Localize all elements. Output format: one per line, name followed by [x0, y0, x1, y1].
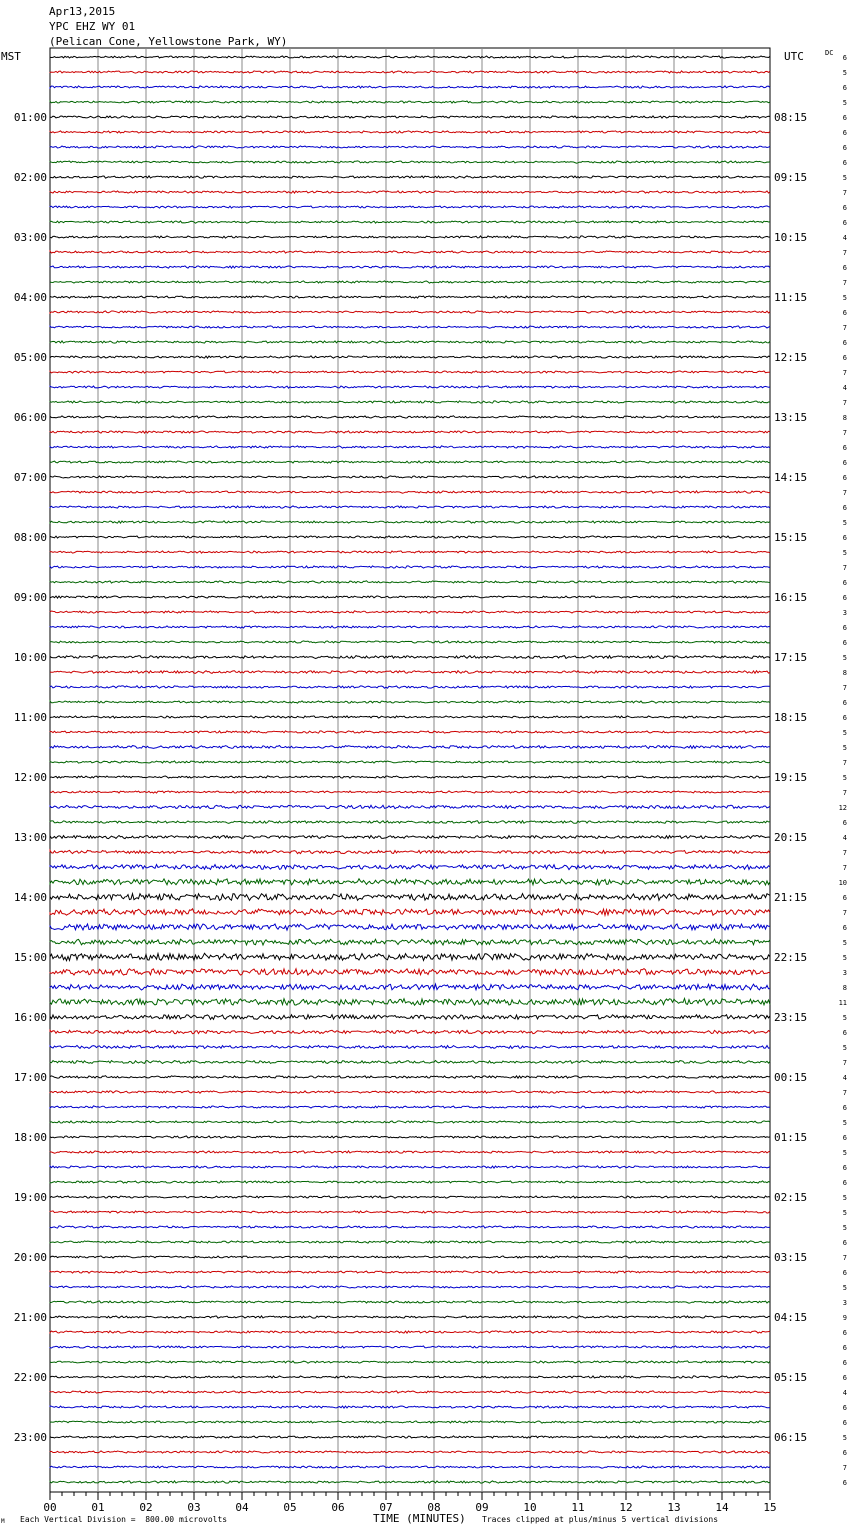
trace-line: [50, 1286, 770, 1288]
dc-offset-value: 7: [842, 1089, 847, 1097]
dc-offset-value: 3: [842, 969, 847, 977]
trace-group: [50, 56, 770, 1483]
right-hour-label: 05:15: [774, 1371, 808, 1384]
left-hour-label: 06:00: [13, 411, 47, 424]
trace-line: [50, 101, 770, 103]
trace-line: [50, 176, 770, 178]
left-hour-label: 04:00: [13, 291, 47, 304]
trace-line: [50, 879, 770, 885]
dc-offset-value: 5: [842, 1224, 847, 1232]
dc-offset-value: 6: [842, 159, 847, 167]
trace-line: [50, 296, 770, 298]
trace-line: [50, 206, 770, 208]
right-hour-label: 22:15: [774, 951, 808, 964]
dc-offset-value: 4: [842, 384, 847, 392]
trace-line: [50, 1436, 770, 1438]
left-hour-label: 20:00: [13, 1251, 47, 1264]
x-tick-label: 02: [139, 1501, 153, 1514]
station-location: (Pelican Cone, Yellowstone Park, WY): [49, 35, 288, 48]
trace-line: [50, 836, 770, 839]
dc-offset-value: 6: [842, 699, 847, 707]
trace-line: [50, 821, 770, 824]
right-hour-label: 18:15: [774, 711, 808, 724]
trace-line: [50, 1376, 770, 1378]
trace-line: [50, 761, 770, 763]
trace-line: [50, 686, 770, 689]
trace-line: [50, 611, 770, 613]
left-hour-label: 03:00: [13, 231, 47, 244]
dc-offset-value: 7: [842, 789, 847, 797]
x-tick-label: 03: [187, 1501, 201, 1514]
left-hour-label: 10:00: [13, 651, 47, 664]
x-axis: [43, 1492, 776, 1514]
dc-offset-value: 3: [842, 609, 847, 617]
trace-line: [50, 146, 770, 148]
trace-line: [50, 850, 770, 853]
trace-line: [50, 551, 770, 553]
x-tick-label: 08: [427, 1501, 441, 1514]
trace-line: [50, 984, 770, 990]
dc-offset-value: 6: [842, 714, 847, 722]
x-tick-label: 09: [475, 1501, 489, 1514]
dc-offset-value: 6: [842, 1164, 847, 1172]
right-hour-label: 06:15: [774, 1431, 808, 1444]
left-hour-label: 11:00: [13, 711, 47, 724]
trace-line: [50, 71, 770, 73]
trace-line: [50, 1121, 770, 1123]
left-hour-label: 17:00: [13, 1071, 47, 1084]
trace-line: [50, 461, 770, 463]
dc-offset-value: 6: [842, 129, 847, 137]
trace-line: [50, 894, 770, 901]
dc-offset-value: 7: [842, 1254, 847, 1262]
right-hour-label: 03:15: [774, 1251, 808, 1264]
trace-line: [50, 1030, 770, 1034]
dc-offset-value: 7: [842, 324, 847, 332]
x-tick-label: 10: [523, 1501, 537, 1514]
trace-line: [50, 1181, 770, 1183]
dc-offset-value: 7: [842, 249, 847, 257]
trace-line: [50, 326, 770, 328]
dc-offset-value: 5: [842, 1194, 847, 1202]
left-timezone-label: MST: [1, 50, 21, 63]
trace-line: [50, 656, 770, 659]
trace-line: [50, 266, 770, 268]
dc-offset-value: 5: [842, 1284, 847, 1292]
trace-line: [50, 1061, 770, 1064]
trace-line: [50, 671, 770, 674]
left-hour-label: 01:00: [13, 111, 47, 124]
trace-line: [50, 865, 770, 870]
plot-grid: [50, 48, 770, 1492]
trace-line: [50, 1271, 770, 1273]
trace-line: [50, 1466, 770, 1468]
dc-offset-value: 6: [842, 264, 847, 272]
trace-line: [50, 1406, 770, 1408]
trace-line: [50, 371, 770, 373]
dc-offset-header: DC: [825, 49, 834, 57]
trace-line: [50, 161, 770, 163]
dc-offset-value: 6: [842, 114, 847, 122]
trace-line: [50, 221, 770, 223]
left-hour-label: 18:00: [13, 1131, 47, 1144]
dc-offset-value: 6: [842, 924, 847, 932]
x-tick-label: 07: [379, 1501, 393, 1514]
trace-line: [50, 701, 770, 703]
dc-offset-value: 8: [842, 669, 847, 677]
plot-frame: [50, 48, 770, 1492]
trace-line: [50, 953, 770, 960]
dc-offset-value: 6: [842, 1179, 847, 1187]
trace-line: [50, 596, 770, 598]
trace-line: [50, 281, 770, 283]
dc-offset-value: 7: [842, 564, 847, 572]
trace-line: [50, 1481, 770, 1483]
x-tick-label: 06: [331, 1501, 345, 1514]
dc-offset-value: 6: [842, 594, 847, 602]
left-hour-label: 02:00: [13, 171, 47, 184]
dc-offset-value: 4: [842, 1389, 847, 1397]
trace-line: [50, 491, 770, 493]
trace-line: [50, 311, 770, 313]
dc-offset-value: 6: [842, 1344, 847, 1352]
dc-offset-value: 6: [842, 1269, 847, 1277]
left-hour-label: 13:00: [13, 831, 47, 844]
dc-offset-value: 6: [842, 219, 847, 227]
right-hour-label: 01:15: [774, 1131, 808, 1144]
dc-offset-value: 6: [842, 1104, 847, 1112]
dc-offset-value: 5: [842, 1014, 847, 1022]
left-hour-label: 19:00: [13, 1191, 47, 1204]
right-hour-label: 20:15: [774, 831, 808, 844]
left-hour-label: 21:00: [13, 1311, 47, 1324]
left-hour-label: 16:00: [13, 1011, 47, 1024]
dc-offset-value: 5: [842, 729, 847, 737]
dc-offset-value: 6: [842, 474, 847, 482]
trace-line: [50, 431, 770, 433]
dc-offset-value: 4: [842, 234, 847, 242]
right-timezone-label: UTC: [784, 50, 804, 63]
right-hour-label: 08:15: [774, 111, 808, 124]
trace-line: [50, 401, 770, 403]
dc-offset-value: 6: [842, 1029, 847, 1037]
trace-line: [50, 116, 770, 118]
right-hour-label: 00:15: [774, 1071, 808, 1084]
dc-offset-value: 7: [842, 849, 847, 857]
left-hour-label: 22:00: [13, 1371, 47, 1384]
dc-offset-value: 7: [842, 369, 847, 377]
dc-offset-value: 5: [842, 654, 847, 662]
right-hour-label: 12:15: [774, 351, 808, 364]
trace-line: [50, 1045, 770, 1048]
right-hour-label: 02:15: [774, 1191, 808, 1204]
dc-offset-value: 12: [838, 804, 847, 812]
trace-line: [50, 1316, 770, 1318]
left-hour-labels: [14, 111, 47, 1444]
dc-offset-value: 5: [842, 1209, 847, 1217]
plot-date: Apr13,2015: [49, 5, 116, 18]
trace-line: [50, 341, 770, 343]
trace-line: [50, 626, 770, 628]
x-axis-title: TIME (MINUTES): [373, 1512, 466, 1525]
dc-offset-value: 6: [842, 639, 847, 647]
trace-line: [50, 791, 770, 793]
trace-line: [50, 999, 770, 1006]
trace-line: [50, 746, 770, 749]
right-hour-label: 11:15: [774, 291, 808, 304]
dc-offset-value: 6: [842, 579, 847, 587]
dc-offset-value: 7: [842, 864, 847, 872]
clip-note: Traces clipped at plus/minus 5 vertical divisions: [482, 1515, 719, 1524]
dc-offset-value: 5: [842, 774, 847, 782]
right-hour-label: 17:15: [774, 651, 808, 664]
dc-offset-value: 5: [842, 174, 847, 182]
dc-offset-value: 6: [842, 54, 847, 62]
right-hour-label: 04:15: [774, 1311, 808, 1324]
dc-offset-value: 6: [842, 144, 847, 152]
dc-offset-value: 5: [842, 1119, 847, 1127]
dc-offset-value: 7: [842, 489, 847, 497]
dc-offset-value: 5: [842, 954, 847, 962]
trace-line: [50, 1091, 770, 1093]
dc-offset-value: 6: [842, 504, 847, 512]
dc-offset-value: 11: [838, 999, 847, 1007]
dc-offset-value: 6: [842, 1359, 847, 1367]
trace-line: [50, 1451, 770, 1453]
trace-line: [50, 521, 770, 523]
dc-offset-value: 5: [842, 939, 847, 947]
trace-line: [50, 1136, 770, 1138]
x-tick-label: 05: [283, 1501, 297, 1514]
dc-offset-value: 6: [842, 1134, 847, 1142]
left-hour-label: 09:00: [13, 591, 47, 604]
dc-offset-value: 5: [842, 1149, 847, 1157]
dc-offset-value: 6: [842, 1404, 847, 1412]
x-tick-label: 14: [715, 1501, 729, 1514]
corner-mark: M: [1, 1518, 5, 1525]
dc-offset-value: 10: [838, 879, 847, 887]
trace-line: [50, 805, 770, 809]
dc-offset-value: 5: [842, 549, 847, 557]
trace-line: [50, 641, 770, 643]
dc-offset-value: 7: [842, 759, 847, 767]
trace-line: [50, 56, 770, 58]
dc-offset-value: 6: [842, 819, 847, 827]
left-hour-label: 23:00: [13, 1431, 47, 1444]
dc-offset-value: 7: [842, 1464, 847, 1472]
dc-offset-value: 7: [842, 1059, 847, 1067]
dc-offset-value: 3: [842, 1299, 847, 1307]
dc-offset-value: 6: [842, 1479, 847, 1487]
trace-line: [50, 446, 770, 448]
trace-line: [50, 924, 770, 930]
left-hour-label: 12:00: [13, 771, 47, 784]
right-hour-label: 21:15: [774, 891, 808, 904]
dc-offset-value: 6: [842, 354, 847, 362]
right-hour-label: 19:15: [774, 771, 808, 784]
x-tick-label: 12: [619, 1501, 633, 1514]
right-hour-label: 23:15: [774, 1011, 808, 1024]
trace-line: [50, 1421, 770, 1423]
x-tick-label: 01: [91, 1501, 105, 1514]
dc-offset-value: 9: [842, 1314, 847, 1322]
dc-offset-value: 6: [842, 1329, 847, 1337]
dc-offset-value: 5: [842, 744, 847, 752]
left-hour-label: 15:00: [13, 951, 47, 964]
trace-line: [50, 1241, 770, 1243]
trace-line: [50, 386, 770, 388]
dc-offset-value: 7: [842, 684, 847, 692]
trace-line: [50, 86, 770, 88]
trace-line: [50, 1256, 770, 1258]
trace-line: [50, 581, 770, 583]
x-tick-label: 15: [763, 1501, 777, 1514]
dc-offset-value: 5: [842, 99, 847, 107]
trace-line: [50, 476, 770, 478]
dc-offset-value: 7: [842, 429, 847, 437]
dc-offset-value: 6: [842, 1239, 847, 1247]
dc-offset-value: 5: [842, 1044, 847, 1052]
trace-line: [50, 1346, 770, 1348]
dc-offset-value: 7: [842, 909, 847, 917]
dc-offset-value: 4: [842, 834, 847, 842]
right-hour-label: 09:15: [774, 171, 808, 184]
dc-offset-value: 7: [842, 189, 847, 197]
dc-offset-value: 6: [842, 309, 847, 317]
dc-offset-value: 5: [842, 294, 847, 302]
trace-line: [50, 1166, 770, 1168]
right-hour-labels: [774, 111, 807, 1444]
dc-offset-value: 6: [842, 84, 847, 92]
dc-offset-value: 6: [842, 444, 847, 452]
trace-line: [50, 1196, 770, 1198]
scale-note: Each Vertical Division = 800.00 microvolts: [20, 1515, 228, 1524]
left-hour-label: 08:00: [13, 531, 47, 544]
trace-line: [50, 131, 770, 133]
trace-line: [50, 356, 770, 358]
x-tick-label: 11: [571, 1501, 585, 1514]
left-hour-label: 07:00: [13, 471, 47, 484]
trace-line: [50, 969, 770, 976]
x-tick-label: 04: [235, 1501, 249, 1514]
dc-offset-value: 6: [842, 534, 847, 542]
dc-offset-value: 6: [842, 1374, 847, 1382]
trace-line: [50, 1076, 770, 1079]
left-hour-label: 05:00: [13, 351, 47, 364]
trace-line: [50, 236, 770, 238]
trace-line: [50, 1015, 770, 1020]
dc-offset-value: 6: [842, 1449, 847, 1457]
trace-line: [50, 566, 770, 568]
dc-offset-value: 5: [842, 69, 847, 77]
right-hour-label: 16:15: [774, 591, 808, 604]
station-code: YPC EHZ WY 01: [49, 20, 136, 33]
dc-offset-value: 8: [842, 984, 847, 992]
right-hour-label: 14:15: [774, 471, 808, 484]
dc-offset-value: 7: [842, 279, 847, 287]
dc-offset-value: 7: [842, 399, 847, 407]
dc-offset-value: 4: [842, 1074, 847, 1082]
trace-line: [50, 1106, 770, 1108]
trace-line: [50, 1226, 770, 1228]
trace-line: [50, 731, 770, 733]
trace-line: [50, 716, 770, 718]
dc-offset-value: 6: [842, 894, 847, 902]
x-tick-label: 13: [667, 1501, 681, 1514]
trace-line: [50, 1151, 770, 1153]
dc-offset-value: 6: [842, 459, 847, 467]
dc-offset-value: 6: [842, 204, 847, 212]
dc-offset-value: 8: [842, 414, 847, 422]
left-hour-label: 14:00: [13, 891, 47, 904]
trace-line: [50, 506, 770, 508]
trace-line: [50, 1331, 770, 1333]
trace-line: [50, 191, 770, 193]
trace-line: [50, 1211, 770, 1213]
trace-line: [50, 1391, 770, 1393]
dc-offset-value: 6: [842, 624, 847, 632]
right-hour-label: 15:15: [774, 531, 808, 544]
trace-line: [50, 1301, 770, 1303]
right-hour-label: 13:15: [774, 411, 808, 424]
dc-offset-value: 5: [842, 519, 847, 527]
trace-line: [50, 909, 770, 915]
right-hour-label: 10:15: [774, 231, 808, 244]
dc-offset-value: 6: [842, 1419, 847, 1427]
trace-line: [50, 251, 770, 253]
dc-offset-value: 6: [842, 339, 847, 347]
dc-offset-labels: [839, 54, 847, 1487]
dc-offset-value: 5: [842, 1434, 847, 1442]
x-tick-label: 00: [43, 1501, 57, 1514]
trace-line: [50, 1361, 770, 1363]
trace-line: [50, 939, 770, 945]
trace-line: [50, 776, 770, 778]
trace-line: [50, 416, 770, 418]
trace-line: [50, 536, 770, 538]
